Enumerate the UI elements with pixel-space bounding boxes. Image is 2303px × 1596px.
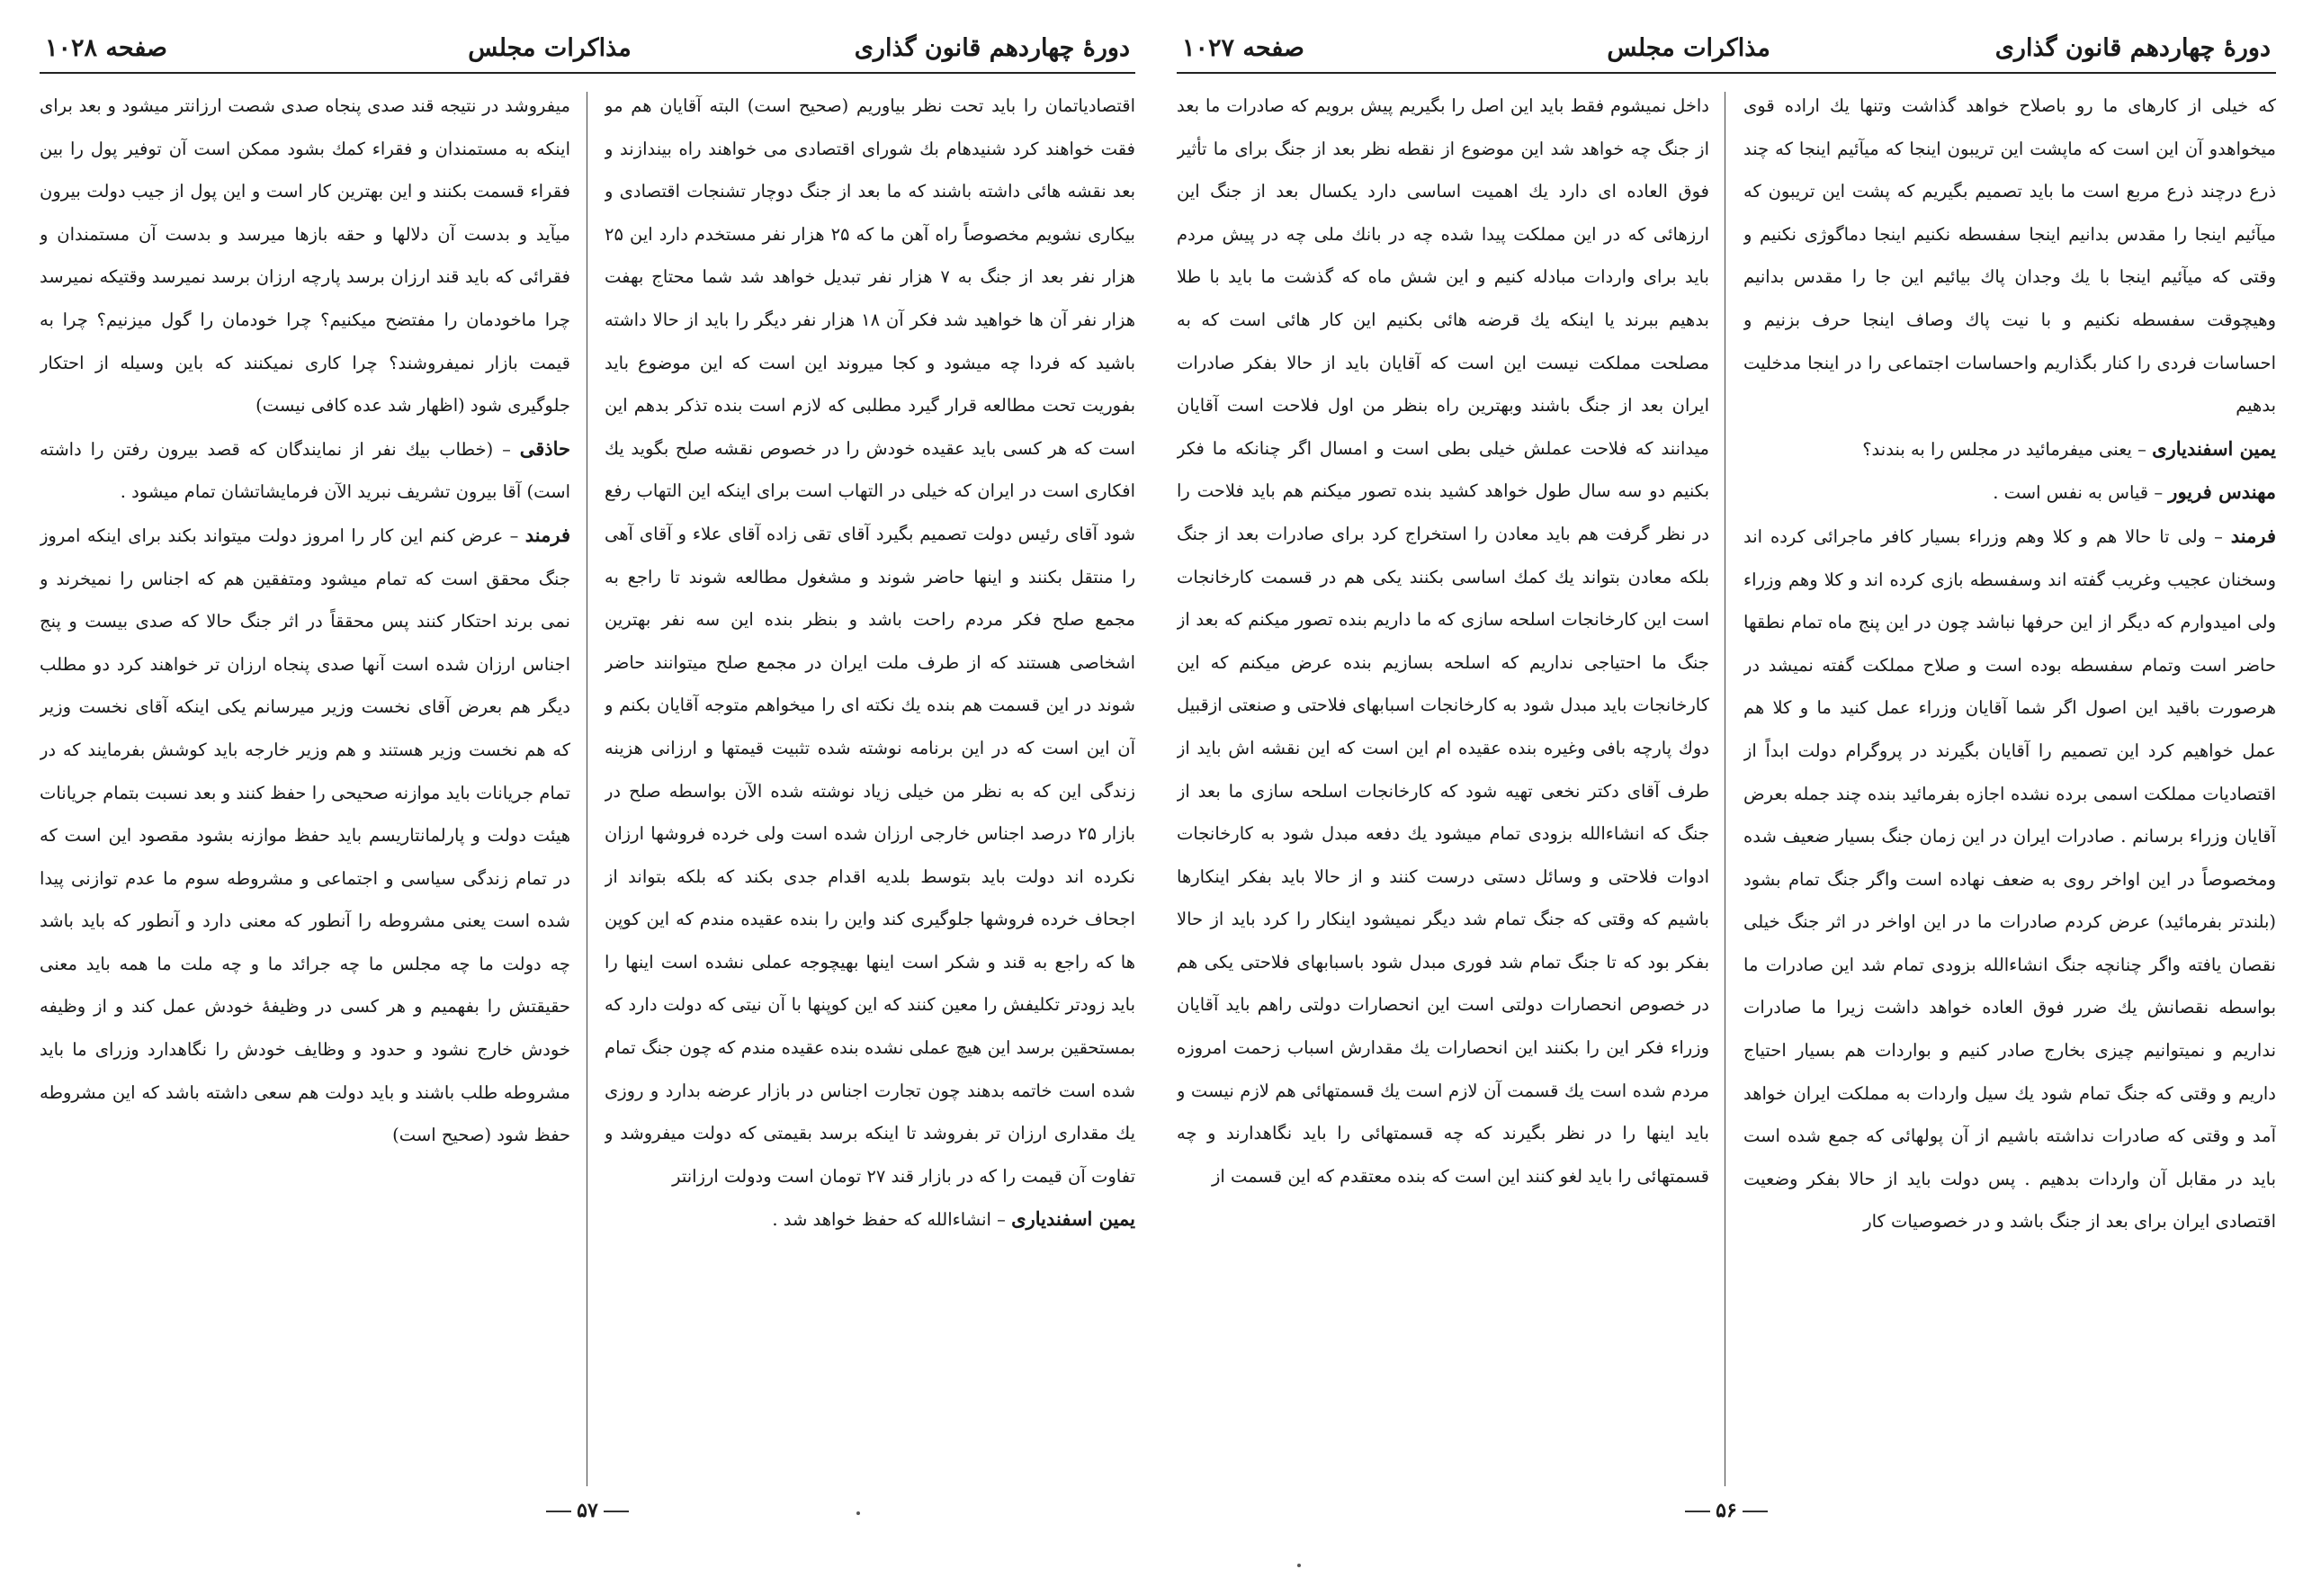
scan-speck	[856, 1511, 860, 1515]
paragraph	[1743, 85, 2276, 427]
speaker-name: یمین اسفندیاری	[2152, 436, 2276, 460]
right-page-page-label: صفحه ۱۰۲۷	[1182, 34, 1304, 62]
paragraph	[605, 1197, 1135, 1242]
right-page-column-a	[1743, 85, 2276, 1488]
paragraph-text: که خیلی از کارهای ما رو باصلاح خواهد گذاشت وتنها یك اراده قوی میخواهدو آن این است که ماپشت این تریبون اینجا که میآئیم اینجا که چند ذرع درچند ذرع مربع است ما باید تصمیم بگیریم که پشت این تریبون که میآئیم اینجا را مقدس بدانیم اینجا سفسطه نکنیم اینجا دماگوژی نکنیم و وقتی که میآئیم اینجا با یك وجدان پاك بیائیم این جا را مقدس بدانیم وهیچوقت سفسطه نکنیم و با نیت پاك وصاف اینجا حرف بزنیم و احساسات فردی را کنار بگذاریم واحساسات اجتماعی را در اینجا مدخلیت بدهیم	[1743, 95, 2276, 417]
paragraph	[40, 427, 570, 514]
paragraph-text: داخل نمیشوم فقط باید این اصل را بگیریم پیش برویم که صادرات ما بعد از جنگ چه خواهد شد این موضوع از نقطه نظر بعد از جنگ برای ما تأثیر فوق العاده ای دارد یك اهمیت اساسی دارد یکسال بعد از جنگ این ارزهائی که در این مملکت پیدا شده چه در بانك ملی چه در پیش مردم باید برای واردات مبادله کنیم و این شش ماه که گذشت ما باید با طلا بدهیم ببرند یا اینکه یك قرضه هائی بکنیم این کار هائی است که به مصلحت مملکت نیست این است که آقایان باید از حالا بفکر صادرات ایران بعد از جنگ باشند وبهترین راه بنظر من اول فلاحت است آقایان میدانند که فلاحت عملش خیلی بطی است و امسال اگر چنانکه ما فکر بکنیم دو سه سال طول خواهد کشید بنده تصور میکنم هم باید فلاحت را در نظر گرفت هم باید معادن را استخراج کرد برای صادرات بعد از جنگ بلکه معادن بتواند یك کمك اساسی بکنند یکی هم در قسمت کارخانجات است این کارخانجات اسلحه سازی که ما داریم بنده تصور میکنم که بعد از جنگ ما احتیاجی نداریم که اسلحه بسازیم بنده عرض میکنم که این کارخانجات باید مبدل شود به کارخانجات اسبابهای فلاحتی و صنعتی ازقبیل دوك پارچه بافی وغیره بنده عقیده ام این است که این نقشه اش باید از طرف آقای دکتر نخعی تهیه شود که کارخانجات اسلحه سازی ما بعد از جنگ که انشاءالله بزودی تمام میشود یك دفعه مبدل شود به کارخانجات ادوات فلاحتی و وسائل دستی درست کنند و از حالا باید بفکر اینکارها باشیم که وقتی که جنگ تمام شد دیگر نمیشود اینکار را کرد باید از حالا بفکر بود که تا جنگ تمام شد فوری مبدل شود باسبابهای فلاحتی یکی هم در خصوص انحصارات دولتی است این انحصارات دولتی راهم باید آقایان وزراء فکر این را بکنند این انحصارات یك مقدارش اسباب زحمت امروزه مردم شده است یك قسمت آن لازم است یك قسمتهائی هم لازم نیست و باید اینها را در نظر بگیرند که چه قسمتهائی را باید نگاهدارند و چه قسمتهائی را باید لغو کنند این است که بنده معتقدم که این قسمت از	[1177, 95, 1709, 1187]
paragraph-text: اقتصادیاتمان را باید تحت نظر بیاوریم (صحیح است) البته آقایان هم مو فقت خواهند کرد شنیدهام بك شورای اقتصادی می خواهند راه بیندازند و بعد نقشه هائی داشته باشند که ما بعد از جنگ دوچار تشنجات اقتصادی و بیکاری نشویم مخصوصاً راه آهن ما که ۲۵ هزار نفر مستخدم دارد این ۲۵ هزار نفر بعد از جنگ به ۷ هزار نفر تبدیل خواهد شد شما محتاج بهفت هزار نفر آن ها خواهید شد فکر آن ۱۸ هزار نفر دیگر را باید از حالا داشته باشید که فردا چه میشود و کجا میروند این است که این موضوع باید بفوریت تحت مطالعه قرار گیرد مطلبی که لازم است بنده تذکر بدهم این است که هر کسی باید عقیده خودش را در خصوص نقشه صلح بگوید یك افکاری است در ایران که خیلی در التهاب است برای اینکه این التهاب رفع شود آقای رئیس دولت تصمیم بگیرد آقای تقی زاده آقای علاء و آقای آهی را منتقل بکنند و اینها حاضر شوند و مشغول مطالعه شوند تا راجع به مجمع صلح فکر مردم راحت باشد و بنظر بنده این سه نفر بهترین اشخاصی هستند که از طرف ملت ایران در مجمع صلح میتوانند حاضر شوند در این قسمت هم بنده یك نکته ای را میخواهم متوجه آقایان بکنم و آن این است که در این برنامه نوشته شده تثبیت قیمتها و ارزانی هزینه زندگی این که به نظر من خیلی زیاد نوشته شده الآن بواسطه صلح در بازار ۲۵ درصد اجناس خارجی ارزان شده است ولی خرده فروشها ارزان نکرده اند دولت باید بتوسط بلدیه اقدام جدی بکند که بلکه بتواند از اجحاف خرده فروشها جلوگیری کند واین را بنده عقیده مندم که این کوپن ها که راجع به قند و شکر است اینها بهیچوجه عملی نشده است اینها را باید زودتر تکلیفش را معین کنند که این کوپنها با آن نیتی که دولت دارد که بمستحقین برسد این هیچ عملی نشده بنده عقیده مندم که چون جنگ تمام شده است خاتمه بدهند چون تجارت اجناس در بازار عرضه بدارد و روزی یك مقداری ارزان تر بفروشد تا اینکه برسد بقیمتی که دولت میفروشد و تفاوت آن قیمت را که در بازار قند ۲۷ تومان است ودولت ارزانتر	[605, 95, 1135, 1187]
left-page-page-label: صفحه ۱۰۲۸	[45, 34, 167, 62]
right-page	[1177, 16, 2276, 1564]
paragraph	[40, 514, 570, 1157]
left-page-running-title: دورۀ چهاردهم قانون گذاری	[854, 34, 1130, 62]
speaker-name: مهندس فریور	[2168, 480, 2276, 504]
footer-dash	[1685, 1511, 1710, 1512]
speaker-name: حاذقی	[519, 436, 570, 460]
right-page-footer	[1177, 1499, 2276, 1522]
paragraph	[1743, 471, 2276, 515]
right-page-number: ۵۶	[1716, 1499, 1737, 1522]
left-page-column-a	[605, 85, 1135, 1488]
paragraph	[40, 85, 570, 427]
left-page-column-b	[40, 85, 570, 1488]
left-page-columns	[40, 85, 1135, 1488]
speaker-name: یمین اسفندیاری	[1011, 1207, 1135, 1231]
paragraph-text: – عرض کنم این کار را امروز دولت میتواند بکند برای اینکه امروز جنگ محقق است که تمام میشود ومتفقین هم که اجناس را نمیخرند و نمی برند احتکار کنند پس محققاً در اثر جنگ حالا که صدی بیست و پنج اجناس ارزان شده است آنها صدی پنجاه ارزان تر خواهند کرد دو مطلب دیگر هم بعرض آقای نخست وزیر میرسانم یکی اینکه آقای نخست وزیر که هم نخست وزیر هستند و هم وزیر خارجه باید کوشش بفرمایند که در تمام جریانات باید موازنه صحیحی را حفظ کنند و بعد نسبت بتمام جریانات هیئت دولت و پارلمانتاریسم باید حفظ موازنه بشود مقصود این است که در تمام زندگی سیاسی و اجتماعی و مشروطه سوم ما عدم توازنی پیدا شده است یعنی مشروطه را آنطور که معنی دارد و آنطور که باید باشد چه دولت ما چه مجلس ما چه جرائد ما و چه ملت ما همه باید معنی حقیقتش را بفهمیم و هر کسی در وظیفۀ خودش عمل کند و از وظیفه خودش خارج نشود و حدود و وظایف خودش را نگاهدارد وزرای ما باید مشروطه طلب باشند و باید دولت هم سعی داشته باشد که این مشروطه حفظ شود (صحیح است)	[40, 525, 570, 1146]
speaker-name: فرمند	[2230, 524, 2276, 547]
paragraph	[1177, 85, 1709, 1197]
paragraph-text: – قیاس به نفس است .	[1993, 482, 2164, 504]
paragraph	[1743, 427, 2276, 471]
left-page-running-subtitle: مذاکرات مجلس	[468, 34, 632, 62]
paragraph-text: – (خطاب بیك نفر از نمایندگان که قصد بیرون رفتن را داشته است) آقا بیرون تشریف نبرید الآن فرمایشاتشان تمام میشود .	[40, 438, 570, 503]
paragraph	[1743, 515, 2276, 1243]
footer-dash	[604, 1511, 629, 1512]
right-page-column-b	[1177, 85, 1709, 1488]
paragraph-text: – یعنی میفرمائید در مجلس را به بندند؟	[1862, 438, 2146, 460]
left-page	[40, 16, 1135, 1564]
speaker-name: فرمند	[524, 523, 570, 546]
right-page-columns	[1177, 85, 2276, 1488]
scan-speck	[1297, 1564, 1301, 1567]
right-page-header-rule	[1177, 72, 2276, 74]
paragraph-text: – ولی تا حالا هم و کلا وهم وزراء بسیار کافر ماجرائی کرده اند وسخنان عجیب وغریب گفته اند وسفسطه بازی کرده اند و کلا وهم وزراء ولی امیدوارم که دیگر از این حرفها نباشد چون در این پنج ماه تمام نطقها حاضر است وتمام سفسطه بوده است و صلاح مملکت گفته نمیشد در هرصورت باقید این اصول اگر شما آقایان وزراء عمل کنید ما و کلا هم عمل خواهیم کرد این تصمیم را آقایان بگیرند در پروگرام دولت ابداً از اقتصادیات مملکت اسمی برده نشده اجازه بفرمائید بنده چند جمله بعرض آقایان وزراء برسانم . صادرات ایران در این زمان جنگ بسیار ضعیف شده ومخصوصاً در این اواخر روی به ضعف نهاده است واگر جنگ تمام بشود (بلندتر بفرمائید) عرض کردم صادرات ما در این اواخر در اثر جنگ خیلی نقصان یافته واگر چنانچه جنگ انشاءالله بزودی تمام شد این صادرات ما بواسطه نقصانش یك ضرر فوق العاده خواهد داشت زیرا ما صادرات نداریم و نمیتوانیم چیزی بخارج صادر کنیم و بواردات هم بسیار احتیاج داریم و وقتی که جنگ تمام شود یك سیل واردات به مملکت ایران خواهد آمد و وقتی که صادرات نداشته باشیم از آن پولهائی که جمع شده است باید در مقابل آن واردات بدهیم . پس دولت باید از حالا بفکر وضعیت اقتصادی ایران برای بعد از جنگ باشد و در خصوصیات کار	[1743, 525, 2276, 1233]
footer-dash	[1743, 1511, 1768, 1512]
right-page-running-subtitle: مذاکرات مجلس	[1607, 34, 1770, 62]
paragraph-text: – انشاءالله که حفظ خواهد شد .	[772, 1209, 1006, 1231]
left-page-number: ۵۷	[577, 1499, 598, 1522]
right-page-running-title: دورۀ چهاردهم قانون گذاری	[1994, 34, 2271, 62]
left-page-footer	[40, 1499, 1135, 1522]
paragraph	[605, 85, 1135, 1197]
left-page-header-rule	[40, 72, 1135, 74]
left-page-header	[40, 34, 1135, 74]
paragraph-text: میفروشد در نتیجه قند صدی پنجاه صدی شصت ارزانتر میشود و بعد برای اینکه به مستمندان و فقراء کمك بشود ممکن است آن توفیر پول را بین فقراء قسمت بکنند و این بهترین کار است و این پول از جیب دولت بیرون میآید و بدست آن دلالها و حقه بازها میرسد و بدست آن مستمندان و فقرائی که باید قند ارزان برسد پارچه ارزان برسد نمیرسد وقتیکه نمیرسد چرا ماخودمان را مفتضح میکنیم؟ چرا خودمان را گول میزنیم؟ چرا به قیمت بازار نمیفروشند؟ چرا کاری نمیکنند که باین وسیله از احتکار جلوگیری شود (اظهار شد عده کافی نیست)	[40, 95, 570, 417]
right-page-header	[1177, 34, 2276, 74]
footer-dash	[546, 1511, 571, 1512]
